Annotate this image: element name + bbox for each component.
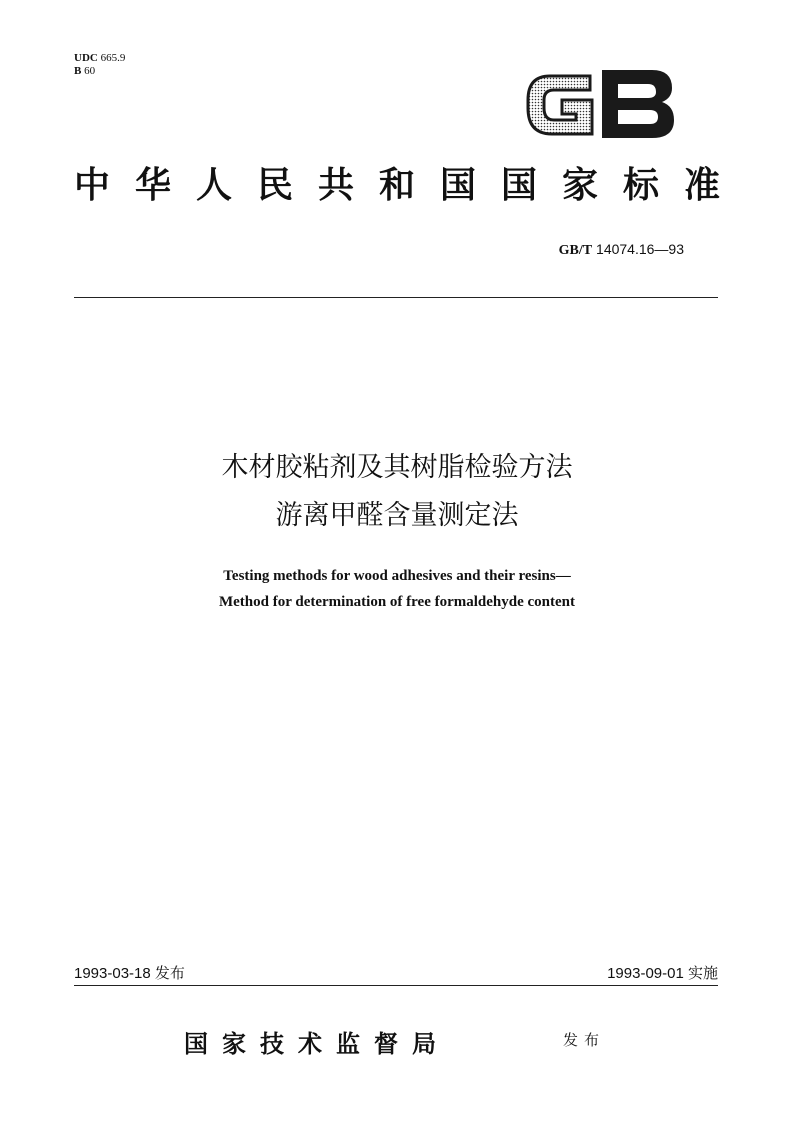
national-standard-title: 中华人民共和国国家标准 [74,164,722,206]
ccs-code: B 60 [74,65,96,77]
standard-number [559,241,684,259]
udc-code: UDC 665.9 [74,52,126,64]
footer-divider [74,985,718,986]
gb-logo-text: GB [522,47,547,66]
issued-date: 1993-03-18 发布 [74,964,185,982]
title-cn-line1: 木材胶粘剂及其树脂检验方法 [221,452,573,483]
gb-logo [522,47,678,142]
issue-label: 发布 [563,1031,606,1049]
title-en-line1: Testing methods for wood adhesives and their resins— [223,568,571,584]
standard-number-value: 14074.16—93 [596,241,684,257]
issuing-authority: 国家技术监督局 [184,1029,450,1058]
effective-date: 1993-09-01 实施 [607,964,718,982]
standard-number-prefix: GB/T [558,243,593,258]
header-divider [74,297,718,298]
title-cn-line2: 游离甲醛含量测定法 [275,500,519,531]
classification-codes [74,52,125,78]
title-en-line2: Method for determination of free formaldehyde content [218,594,576,610]
